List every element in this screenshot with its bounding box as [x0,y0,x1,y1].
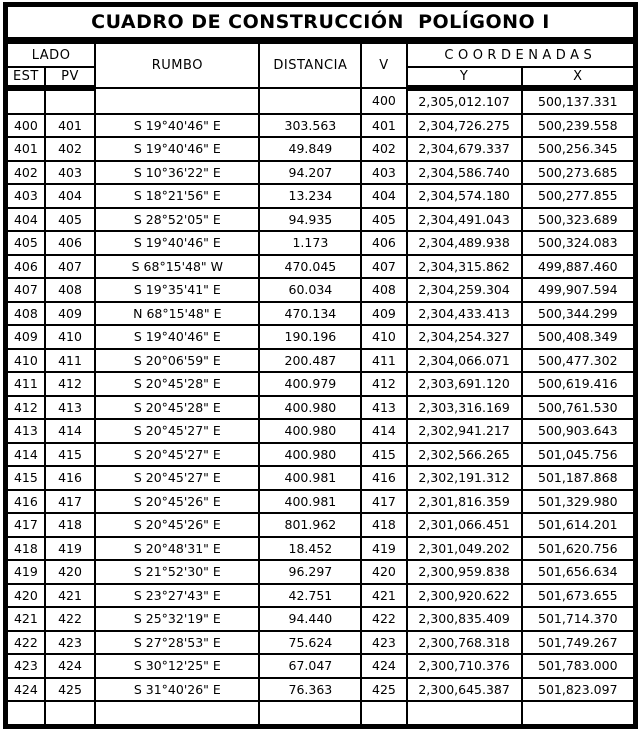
cell-y: 2,304,726.275 [407,114,522,138]
cell-pv: 402 [45,137,95,161]
cell-v: 416 [361,466,406,490]
cell-y: 2,302,566.265 [407,443,522,467]
cell-pv: 404 [45,184,95,208]
cell-v: 413 [361,396,406,420]
cell-pv: 423 [45,631,95,655]
cell-y: 2,302,191.312 [407,466,522,490]
cell-v: 417 [361,490,406,514]
cell-pv: 403 [45,161,95,185]
cell-distancia: 42.751 [259,584,361,608]
cell-y: 2,304,679.337 [407,137,522,161]
cell-pv: 418 [45,513,95,537]
cell-pv [45,701,95,726]
cell-x: 500,273.685 [522,161,636,185]
cell-est: 408 [6,302,45,326]
cell-y: 2,304,586.740 [407,161,522,185]
construction-table [3,39,638,729]
cell-rumbo: S 19°40'46" E [95,137,259,161]
cell-y: 2,300,645.387 [407,678,522,702]
table-row [6,208,636,232]
cell-est: 415 [6,466,45,490]
table-row [6,325,636,349]
table-row [6,302,636,326]
cell-x: 501,673.655 [522,584,636,608]
header-row-1 [6,42,636,68]
cell-distancia: 13.234 [259,184,361,208]
table-row [6,607,636,631]
cell-y: 2,304,489.938 [407,231,522,255]
cell-rumbo [95,88,259,114]
cell-est: 400 [6,114,45,138]
cell-est: 423 [6,654,45,678]
cell-est: 416 [6,490,45,514]
cell-est: 406 [6,255,45,279]
cell-pv: 420 [45,560,95,584]
cell-x: 500,324.083 [522,231,636,255]
cell-pv: 422 [45,607,95,631]
table-body [6,88,636,701]
cell-distancia: 76.363 [259,678,361,702]
cell-y: 2,303,316.169 [407,396,522,420]
cell-pv: 413 [45,396,95,420]
cell-est: 414 [6,443,45,467]
cell-est: 420 [6,584,45,608]
cell-pv: 411 [45,349,95,373]
cell-est: 409 [6,325,45,349]
cell-y: 2,304,574.180 [407,184,522,208]
cell-x: 501,329.980 [522,490,636,514]
table-row [6,88,636,114]
cell-distancia: 49.849 [259,137,361,161]
cell-v: 406 [361,231,406,255]
cell-rumbo: S 19°40'46" E [95,325,259,349]
cell-v: 401 [361,114,406,138]
cell-v: 402 [361,137,406,161]
cell-y: 2,304,491.043 [407,208,522,232]
cell-distancia: 303.563 [259,114,361,138]
cell-est: 413 [6,419,45,443]
cell-rumbo: S 19°35'41" E [95,278,259,302]
table-row [6,584,636,608]
cell-y: 2,304,066.071 [407,349,522,373]
cell-est: 407 [6,278,45,302]
cell-x: 500,256.345 [522,137,636,161]
table-row [6,490,636,514]
cell-rumbo: S 23°27'43" E [95,584,259,608]
cell-y: 2,300,920.622 [407,584,522,608]
cell-est: 401 [6,137,45,161]
cell-v: 425 [361,678,406,702]
cell-pv: 410 [45,325,95,349]
cell-v: 424 [361,654,406,678]
cell-pv: 406 [45,231,95,255]
col-header-pv: PV [45,67,95,88]
cell-x: 500,344.299 [522,302,636,326]
cell-x: 500,323.689 [522,208,636,232]
cell-y: 2,300,835.409 [407,607,522,631]
page-title: CUADRO DE CONSTRUCCIÓN POLÍGONO I [91,11,550,33]
cell-pv: 408 [45,278,95,302]
cell-y: 2,304,433.413 [407,302,522,326]
cell-pv: 424 [45,654,95,678]
cell-rumbo: S 20°45'28" E [95,372,259,396]
cell-v: 419 [361,537,406,561]
table-row [6,654,636,678]
cell-distancia: 94.440 [259,607,361,631]
cell-y: 2,302,941.217 [407,419,522,443]
cell-rumbo: S 21°52'30" E [95,560,259,584]
cell-v: 408 [361,278,406,302]
table-row [6,114,636,138]
cell-est: 402 [6,161,45,185]
cell-y: 2,305,012.107 [407,88,522,114]
cell-v: 403 [361,161,406,185]
cell-distancia [259,88,361,114]
cell-rumbo: S 25°32'19" E [95,607,259,631]
table-row [6,443,636,467]
cell-y: 2,300,768.318 [407,631,522,655]
cell-y: 2,301,066.451 [407,513,522,537]
cell-x: 501,714.370 [522,607,636,631]
table-row [6,255,636,279]
cell-est: 405 [6,231,45,255]
cell-v: 412 [361,372,406,396]
cell-x: 500,408.349 [522,325,636,349]
table-row [6,349,636,373]
cell-y: 2,301,049.202 [407,537,522,561]
cell-rumbo: S 20°45'26" E [95,490,259,514]
table-row [6,513,636,537]
cell-pv: 405 [45,208,95,232]
cell-distancia: 94.207 [259,161,361,185]
cell-distancia: 470.134 [259,302,361,326]
cell-v: 414 [361,419,406,443]
cell-y: 2,304,259.304 [407,278,522,302]
cell-distancia: 470.045 [259,255,361,279]
cell-x [522,701,636,726]
cell-distancia: 96.297 [259,560,361,584]
table-body-clipped [6,701,636,726]
cell-v: 400 [361,88,406,114]
cell-est: 421 [6,607,45,631]
cell-distancia [259,701,361,726]
table-row [6,137,636,161]
cell-distancia: 801.962 [259,513,361,537]
cell-x: 499,887.460 [522,255,636,279]
cell-x: 500,619.416 [522,372,636,396]
cell-x: 501,620.756 [522,537,636,561]
cell-v: 423 [361,631,406,655]
cell-rumbo: S 10°36'22" E [95,161,259,185]
cell-est: 410 [6,349,45,373]
cell-x: 501,749.267 [522,631,636,655]
cell-y: 2,300,959.838 [407,560,522,584]
cell-x: 501,783.000 [522,654,636,678]
cell-v: 405 [361,208,406,232]
cell-v: 409 [361,302,406,326]
cell-distancia: 400.980 [259,396,361,420]
cell-v: 415 [361,443,406,467]
table-row [6,678,636,702]
cell-rumbo: S 19°40'46" E [95,231,259,255]
cell-pv: 419 [45,537,95,561]
cell-x: 500,903.643 [522,419,636,443]
cell-x: 500,477.302 [522,349,636,373]
cell-pv: 414 [45,419,95,443]
cell-pv: 417 [45,490,95,514]
cell-pv [45,88,95,114]
cell-rumbo: S 20°45'27" E [95,419,259,443]
table-row [6,419,636,443]
cell-est: 422 [6,631,45,655]
cell-pv: 415 [45,443,95,467]
col-header-lado: LADO [6,42,96,68]
cell-distancia: 400.980 [259,443,361,467]
cell-pv: 421 [45,584,95,608]
col-header-coordenadas: COORDENADAS [407,42,636,68]
col-header-rumbo: RUMBO [95,42,259,89]
cell-distancia: 200.487 [259,349,361,373]
cell-rumbo: S 68°15'48" W [95,255,259,279]
table-row [6,278,636,302]
table-row [6,372,636,396]
cell-pv: 407 [45,255,95,279]
cell-rumbo: S 31°40'26" E [95,678,259,702]
cell-distancia: 400.981 [259,466,361,490]
table-row [6,161,636,185]
cell-rumbo: S 28°52'05" E [95,208,259,232]
cell-est [6,88,45,114]
cell-rumbo: S 19°40'46" E [95,114,259,138]
cell-v: 410 [361,325,406,349]
cell-y: 2,304,315.862 [407,255,522,279]
cell-est [6,701,45,726]
cell-x: 501,656.634 [522,560,636,584]
cell-rumbo: S 18°21'56" E [95,184,259,208]
cell-x: 500,761.530 [522,396,636,420]
cell-rumbo: S 20°45'27" E [95,466,259,490]
cell-rumbo: S 20°06'59" E [95,349,259,373]
cell-y [407,701,522,726]
cell-x: 501,045.756 [522,443,636,467]
cell-pv: 412 [45,372,95,396]
table-row [6,537,636,561]
table-row-partial [6,701,636,726]
cell-distancia: 18.452 [259,537,361,561]
col-header-distancia: DISTANCIA [259,42,361,89]
cell-rumbo: S 30°12'25" E [95,654,259,678]
cell-v: 421 [361,584,406,608]
cell-pv: 401 [45,114,95,138]
cell-pv: 409 [45,302,95,326]
cell-y: 2,300,710.376 [407,654,522,678]
col-header-v: V [361,42,406,89]
cell-rumbo: S 27°28'53" E [95,631,259,655]
cell-distancia: 190.196 [259,325,361,349]
cell-est: 411 [6,372,45,396]
cell-distancia: 400.980 [259,419,361,443]
title-box [3,2,638,39]
cell-x: 500,137.331 [522,88,636,114]
cell-rumbo: S 20°45'27" E [95,443,259,467]
cell-distancia: 75.624 [259,631,361,655]
cell-est: 403 [6,184,45,208]
col-header-est: EST [6,67,45,88]
cell-x: 501,614.201 [522,513,636,537]
cell-distancia: 60.034 [259,278,361,302]
cell-distancia: 67.047 [259,654,361,678]
col-header-y: Y [407,67,522,88]
cell-est: 424 [6,678,45,702]
table-row [6,184,636,208]
cell-rumbo: S 20°45'26" E [95,513,259,537]
cell-rumbo: N 68°15'48" E [95,302,259,326]
cell-rumbo [95,701,259,726]
cell-est: 404 [6,208,45,232]
cell-x: 500,239.558 [522,114,636,138]
cell-v: 420 [361,560,406,584]
cell-distancia: 1.173 [259,231,361,255]
col-header-x: X [522,67,636,88]
cell-v: 404 [361,184,406,208]
cell-distancia: 400.979 [259,372,361,396]
cell-x: 500,277.855 [522,184,636,208]
cell-v [361,701,406,726]
cell-v: 411 [361,349,406,373]
cell-pv: 416 [45,466,95,490]
cell-est: 419 [6,560,45,584]
cell-distancia: 94.935 [259,208,361,232]
table-row [6,231,636,255]
cell-y: 2,303,691.120 [407,372,522,396]
cell-rumbo: S 20°45'28" E [95,396,259,420]
cell-est: 412 [6,396,45,420]
cell-v: 422 [361,607,406,631]
cell-x: 501,187.868 [522,466,636,490]
cell-est: 417 [6,513,45,537]
table-header [6,42,636,89]
cell-pv: 425 [45,678,95,702]
cell-y: 2,301,816.359 [407,490,522,514]
table-row [6,466,636,490]
cell-x: 501,823.097 [522,678,636,702]
table-row [6,631,636,655]
cell-distancia: 400.981 [259,490,361,514]
table-row [6,560,636,584]
cell-rumbo: S 20°48'31" E [95,537,259,561]
cell-v: 418 [361,513,406,537]
cell-v: 407 [361,255,406,279]
cell-x: 499,907.594 [522,278,636,302]
table-row [6,396,636,420]
cell-est: 418 [6,537,45,561]
cell-y: 2,304,254.327 [407,325,522,349]
